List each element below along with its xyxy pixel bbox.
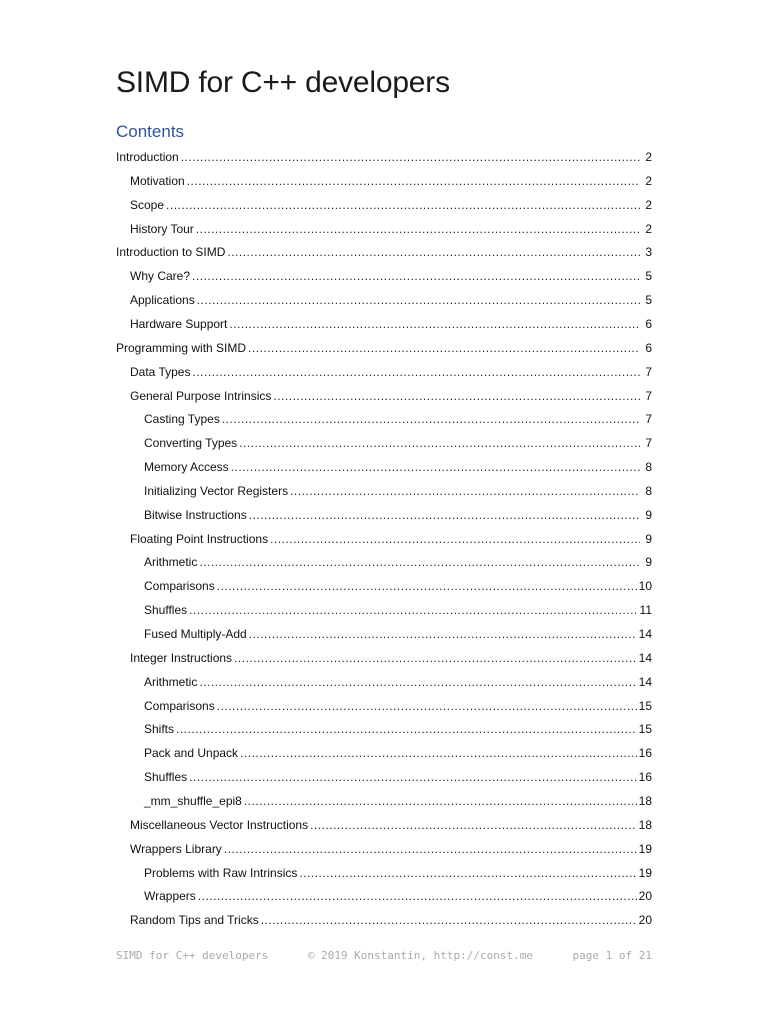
toc-entry-page: 7 xyxy=(645,436,652,451)
toc-entry-page: 20 xyxy=(638,913,652,928)
toc-entry[interactable] xyxy=(130,287,652,307)
toc-entry-label: Casting Types xyxy=(144,412,220,427)
toc-entry[interactable] xyxy=(116,335,652,355)
toc-entry-label: History Tour xyxy=(130,221,194,236)
toc-dot-leader xyxy=(239,436,640,450)
toc-entry-label: Pack and Unpack xyxy=(144,746,239,761)
toc-dot-leader xyxy=(249,508,640,522)
toc-entry[interactable] xyxy=(144,454,652,474)
toc-entry-label: Converting Types xyxy=(144,436,238,451)
toc-dot-leader xyxy=(270,532,640,546)
toc-entry-label: Wrappers Library xyxy=(130,841,222,856)
toc-entry-page: 7 xyxy=(645,412,652,427)
toc-entry[interactable] xyxy=(144,406,652,426)
toc-entry[interactable] xyxy=(144,788,652,808)
toc-entry-page: 6 xyxy=(645,340,652,355)
toc-dot-leader xyxy=(197,293,640,307)
toc-entry[interactable] xyxy=(130,383,652,403)
toc-entry-label: Introduction xyxy=(116,150,179,164)
toc-entry[interactable] xyxy=(130,168,652,188)
footer-doc-title: SIMD for C++ developers xyxy=(116,949,269,962)
toc-entry-label: Introduction to SIMD xyxy=(116,245,226,260)
toc-entry-label: Shifts xyxy=(144,722,175,737)
toc-entry[interactable] xyxy=(116,144,652,164)
toc-entry-label: Initializing Vector Registers xyxy=(144,483,289,498)
toc-entry[interactable] xyxy=(144,549,652,569)
toc-entry-page: 8 xyxy=(645,483,652,498)
toc-entry[interactable] xyxy=(130,192,652,212)
toc-entry[interactable] xyxy=(144,740,652,760)
page-footer xyxy=(116,949,652,962)
toc-dot-leader xyxy=(234,651,637,665)
document-title: SIMD for C++ developers xyxy=(116,66,450,99)
toc-dot-leader xyxy=(192,269,640,283)
toc-entry-label: Comparisons xyxy=(144,579,215,594)
toc-dot-leader xyxy=(248,341,640,355)
toc-entry[interactable] xyxy=(144,716,652,736)
toc-entry-label: General Purpose Intrinsics xyxy=(130,388,272,403)
toc-dot-leader xyxy=(199,675,636,689)
toc-dot-leader xyxy=(217,699,637,713)
toc-entry-label: Data Types xyxy=(130,364,191,379)
toc-dot-leader xyxy=(229,317,640,331)
toc-entry-page: 18 xyxy=(638,817,652,832)
toc-dot-leader xyxy=(290,484,640,498)
toc-entry[interactable] xyxy=(144,883,652,903)
toc-dot-leader xyxy=(199,555,640,569)
toc-entry-label: Arithmetic xyxy=(144,555,198,570)
toc-entry-page: 14 xyxy=(638,627,652,641)
toc-entry[interactable] xyxy=(144,669,652,689)
contents-heading: Contents xyxy=(116,122,185,141)
toc-entry[interactable] xyxy=(130,526,652,546)
toc-entry-label: Why Care? xyxy=(130,269,191,284)
toc-entry-page: 5 xyxy=(645,269,652,284)
toc-entry-label: Programming with SIMD xyxy=(116,340,247,355)
toc-entry[interactable] xyxy=(144,573,652,593)
toc-entry[interactable] xyxy=(130,645,652,665)
toc-entry-label: Miscellaneous Vector Instructions xyxy=(130,817,309,832)
toc-entry-page: 14 xyxy=(638,650,652,665)
toc-entry-label: Floating Point Instructions xyxy=(130,531,269,546)
toc-entry-label: Wrappers xyxy=(144,889,196,904)
toc-entry-page: 8 xyxy=(645,460,652,475)
toc-entry-page: 2 xyxy=(645,197,652,212)
toc-dot-leader xyxy=(299,866,636,880)
toc-entry-label: Memory Access xyxy=(144,460,229,475)
toc-dot-leader xyxy=(196,222,640,236)
toc-entry-label: Shuffles xyxy=(144,603,188,618)
toc-entry-label: Scope xyxy=(130,197,165,212)
toc-entry-page: 14 xyxy=(638,674,652,689)
toc-entry[interactable] xyxy=(144,693,652,713)
toc-entry-label: Applications xyxy=(130,293,195,308)
toc-dot-leader xyxy=(227,245,640,259)
toc-entry[interactable] xyxy=(144,860,652,880)
toc-entry-page: 9 xyxy=(645,507,652,522)
toc-dot-leader xyxy=(224,842,637,856)
toc-entry-page: 2 xyxy=(645,221,652,236)
toc-dot-leader xyxy=(181,150,640,164)
toc-entry[interactable] xyxy=(144,502,652,522)
toc-entry-label: Fused Multiply-Add xyxy=(144,627,247,641)
toc-dot-leader xyxy=(217,579,637,593)
toc-entry-page: 19 xyxy=(638,841,652,856)
toc-dot-leader xyxy=(273,389,640,403)
toc-entry-page: 15 xyxy=(638,722,652,737)
toc-dot-leader xyxy=(166,198,640,212)
toc-entry[interactable] xyxy=(116,239,652,259)
toc-entry-label: _mm_shuffle_epi8 xyxy=(144,793,242,808)
toc-entry-label: Motivation xyxy=(130,173,185,188)
toc-entry-page: 5 xyxy=(645,293,652,308)
toc-entry-page: 11 xyxy=(639,603,652,618)
toc-dot-leader xyxy=(240,746,637,760)
toc-entry-page: 9 xyxy=(645,531,652,546)
toc-dot-leader xyxy=(176,722,637,736)
toc-entry-label: Integer Instructions xyxy=(130,650,233,665)
toc-entry[interactable] xyxy=(130,836,652,856)
toc-entry[interactable] xyxy=(144,597,652,617)
toc-entry[interactable] xyxy=(144,621,652,641)
toc-entry[interactable] xyxy=(144,430,652,450)
toc-entry[interactable] xyxy=(130,216,652,236)
toc-dot-leader xyxy=(222,412,640,426)
toc-dot-leader xyxy=(231,460,640,474)
toc-entry-label: Hardware Support xyxy=(130,316,228,331)
toc-entry-page: 10 xyxy=(638,579,652,594)
toc-entry-page: 16 xyxy=(638,746,652,761)
toc-entry-label: Problems with Raw Intrinsics xyxy=(144,865,298,880)
toc-dot-leader xyxy=(249,627,637,641)
toc-entry-page: 19 xyxy=(638,865,652,880)
toc-entry-label: Shuffles xyxy=(144,770,188,785)
toc-dot-leader xyxy=(198,889,637,903)
toc-entry-page: 20 xyxy=(638,889,652,904)
toc-entry-page: 6 xyxy=(645,316,652,331)
toc-entry[interactable] xyxy=(130,359,652,379)
toc-entry-page: 16 xyxy=(638,770,652,785)
toc-dot-leader xyxy=(244,794,637,808)
footer-page-number: page 1 of 21 xyxy=(572,949,652,962)
toc-entry-page: 9 xyxy=(645,555,652,570)
toc-entry-page: 3 xyxy=(645,245,652,260)
toc-entry[interactable] xyxy=(130,263,652,283)
toc-dot-leader xyxy=(310,818,637,832)
toc-entry-page: 2 xyxy=(645,173,652,188)
toc-dot-leader xyxy=(189,770,636,784)
toc-entry-page: 18 xyxy=(638,793,652,808)
toc-dot-leader xyxy=(192,365,640,379)
toc-entry-label: Comparisons xyxy=(144,698,215,713)
toc-entry[interactable] xyxy=(130,812,652,832)
footer-copyright: © 2019 Konstantin, http://const.me xyxy=(307,949,533,962)
toc-dot-leader xyxy=(261,913,637,927)
toc-entry[interactable] xyxy=(144,764,652,784)
toc-entry-page: 7 xyxy=(645,364,652,379)
toc-entry-page: 15 xyxy=(638,698,652,713)
toc-dot-leader xyxy=(189,603,637,617)
toc-entry-label: Random Tips and Tricks xyxy=(130,913,259,928)
toc-dot-leader xyxy=(187,174,640,188)
toc-entry[interactable] xyxy=(130,311,652,331)
toc-entry-page: 2 xyxy=(645,150,652,164)
toc-entry-label: Arithmetic xyxy=(144,674,198,689)
toc-entry-page: 7 xyxy=(645,388,652,403)
toc-entry[interactable] xyxy=(144,478,652,498)
toc-entry[interactable] xyxy=(130,907,652,927)
toc-entry-label: Bitwise Instructions xyxy=(144,507,247,522)
